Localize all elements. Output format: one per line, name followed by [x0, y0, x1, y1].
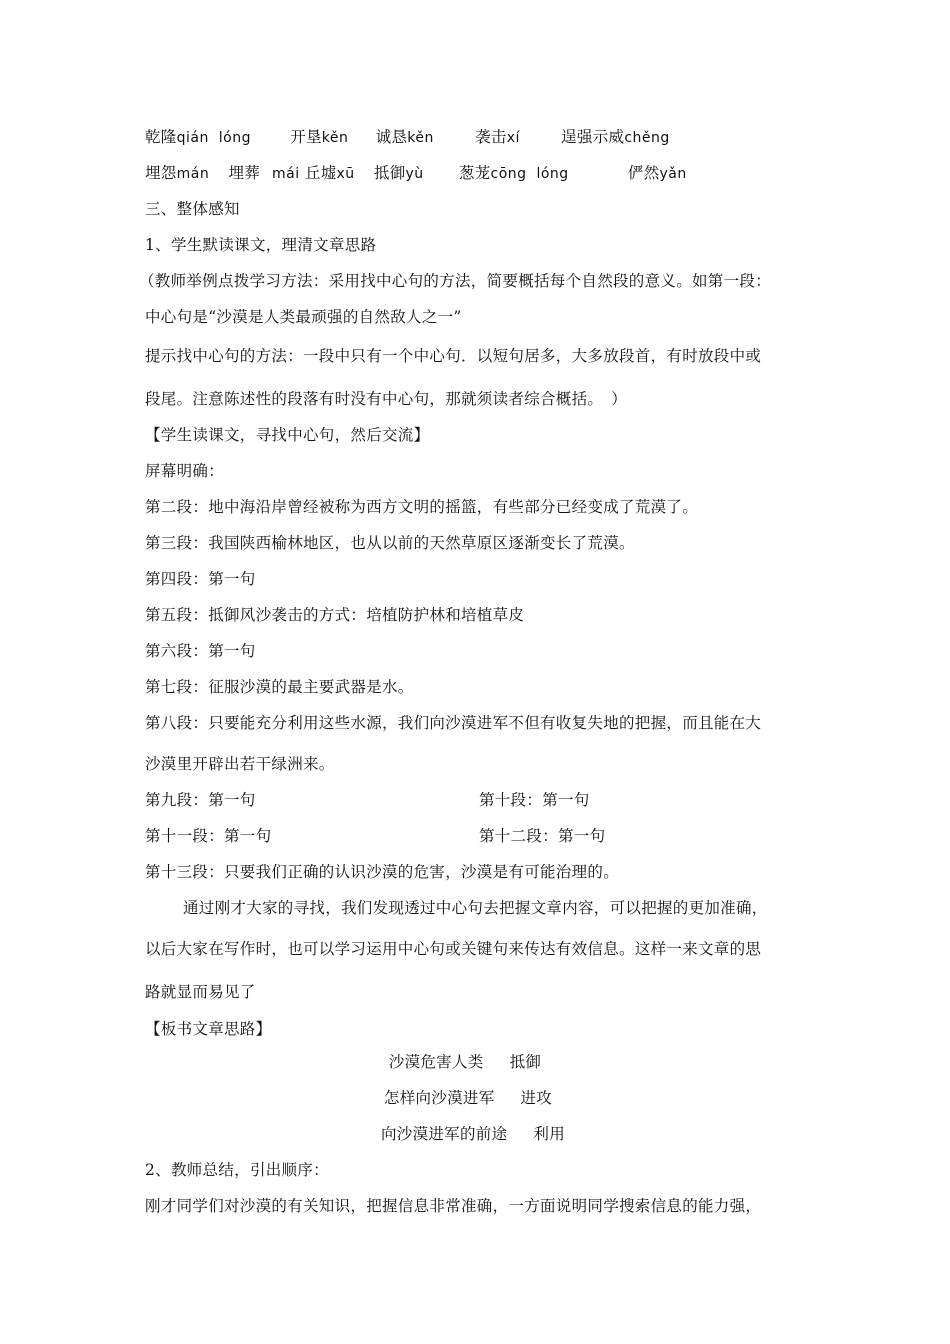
- section-heading: 三、整体感知: [145, 200, 240, 218]
- board-left: 怎样向沙漠进军: [383, 1089, 495, 1107]
- board-right: 利用: [533, 1125, 565, 1143]
- vocab-item: 诚恳kěn: [375, 128, 434, 146]
- paragraph: 沙漠里开辟出若干绿洲来。: [145, 755, 335, 773]
- item-heading: 1、学生默读课文，理清文章思路: [145, 236, 377, 254]
- board-row: [0, 1088, 950, 1108]
- vocab-item: 袭击xí: [475, 128, 520, 146]
- paragraph: 【学生读课文，寻找中心句，然后交流】: [145, 426, 430, 444]
- two-column-row: [145, 790, 845, 810]
- paragraph: 第九段：第一句: [145, 791, 256, 809]
- vocab-item: 逞强示威chěng: [561, 128, 670, 146]
- vocab-item: 抵御yù: [373, 164, 424, 182]
- vocab-item: 乾隆qián lóng: [145, 128, 251, 146]
- paragraph: 第十二段：第一句: [479, 827, 606, 845]
- vocab-item: 丘墟xū: [304, 164, 355, 182]
- paragraph: 【板书文章思路】: [145, 1020, 272, 1038]
- pinyin-row-2: [145, 163, 687, 184]
- two-column-row: [145, 826, 845, 846]
- paragraph: 第二段：地中海沿岸曾经被称为西方文明的摇篮，有些部分已经变成了荒漠了。: [145, 498, 699, 516]
- item-heading: 2、教师总结，引出顺序：: [145, 1161, 329, 1179]
- paragraph: 路就显而易见了: [145, 983, 256, 1001]
- paragraph: 第七段：征服沙漠的最主要武器是水。: [145, 678, 414, 696]
- paragraph: 第三段：我国陕西榆林地区，也从以前的天然草原区逐渐变长了荒漠。: [145, 534, 635, 552]
- paragraph: 第五段：抵御风沙袭击的方式：培植防护林和培植草皮: [145, 606, 525, 624]
- paragraph: 中心句是“沙漠是人类最顽强的自然敌人之一”: [145, 308, 462, 326]
- board-left: 沙漠危害人类: [388, 1053, 484, 1071]
- paragraph: 第八段：只要能充分利用这些水源，我们向沙漠进军不但有收复失地的把握，而且能在大: [145, 714, 762, 732]
- paragraph: （教师举例点拨学习方法：采用找中心句的方法，简要概括每个自然段的意义。如第一段：: [139, 272, 772, 290]
- paragraph: 第十一段：第一句: [145, 827, 272, 845]
- board-row: [0, 1052, 950, 1072]
- paragraph: 段尾。注意陈述性的段落有时没有中心句，那就须读者综合概括。 ）: [145, 390, 628, 408]
- vocab-item: 埋怨mán: [145, 164, 210, 182]
- paragraph: 刚才同学们对沙漠的有关知识，把握信息非常准确，一方面说明同学搜索信息的能力强，: [145, 1197, 762, 1215]
- vocab-item: 开垦kěn: [290, 128, 349, 146]
- vocab-item: 葱茏cōng lóng: [458, 164, 569, 182]
- paragraph: 第四段：第一句: [145, 570, 256, 588]
- vocab-item: 埋葬 mái: [228, 164, 300, 182]
- paragraph: 第十三段：只要我们正确的认识沙漠的危害，沙漠是有可能治理的。: [145, 863, 620, 881]
- paragraph: 以后大家在写作时，也可以学习运用中心句或关键句来传达有效信息。这样一来文章的思: [145, 940, 762, 958]
- board-row: [0, 1124, 950, 1144]
- board-left: 向沙漠进军的前途: [380, 1125, 508, 1143]
- paragraph: 通过刚才大家的寻找，我们发现透过中心句去把握文章内容，可以把握的更加准确，: [183, 899, 768, 917]
- board-right: 进攻: [520, 1089, 553, 1107]
- pinyin-row-1: [145, 127, 670, 148]
- paragraph: 屏幕明确：: [145, 462, 225, 480]
- board-right: 抵御: [509, 1053, 542, 1071]
- paragraph: 第六段：第一句: [145, 642, 256, 660]
- paragraph: 提示找中心句的方法：一段中只有一个中心句．以短句居多，大多放段首，有时放段中或: [145, 347, 762, 365]
- paragraph: 第十段：第一句: [479, 791, 590, 809]
- vocab-item: 俨然yǎn: [627, 164, 687, 182]
